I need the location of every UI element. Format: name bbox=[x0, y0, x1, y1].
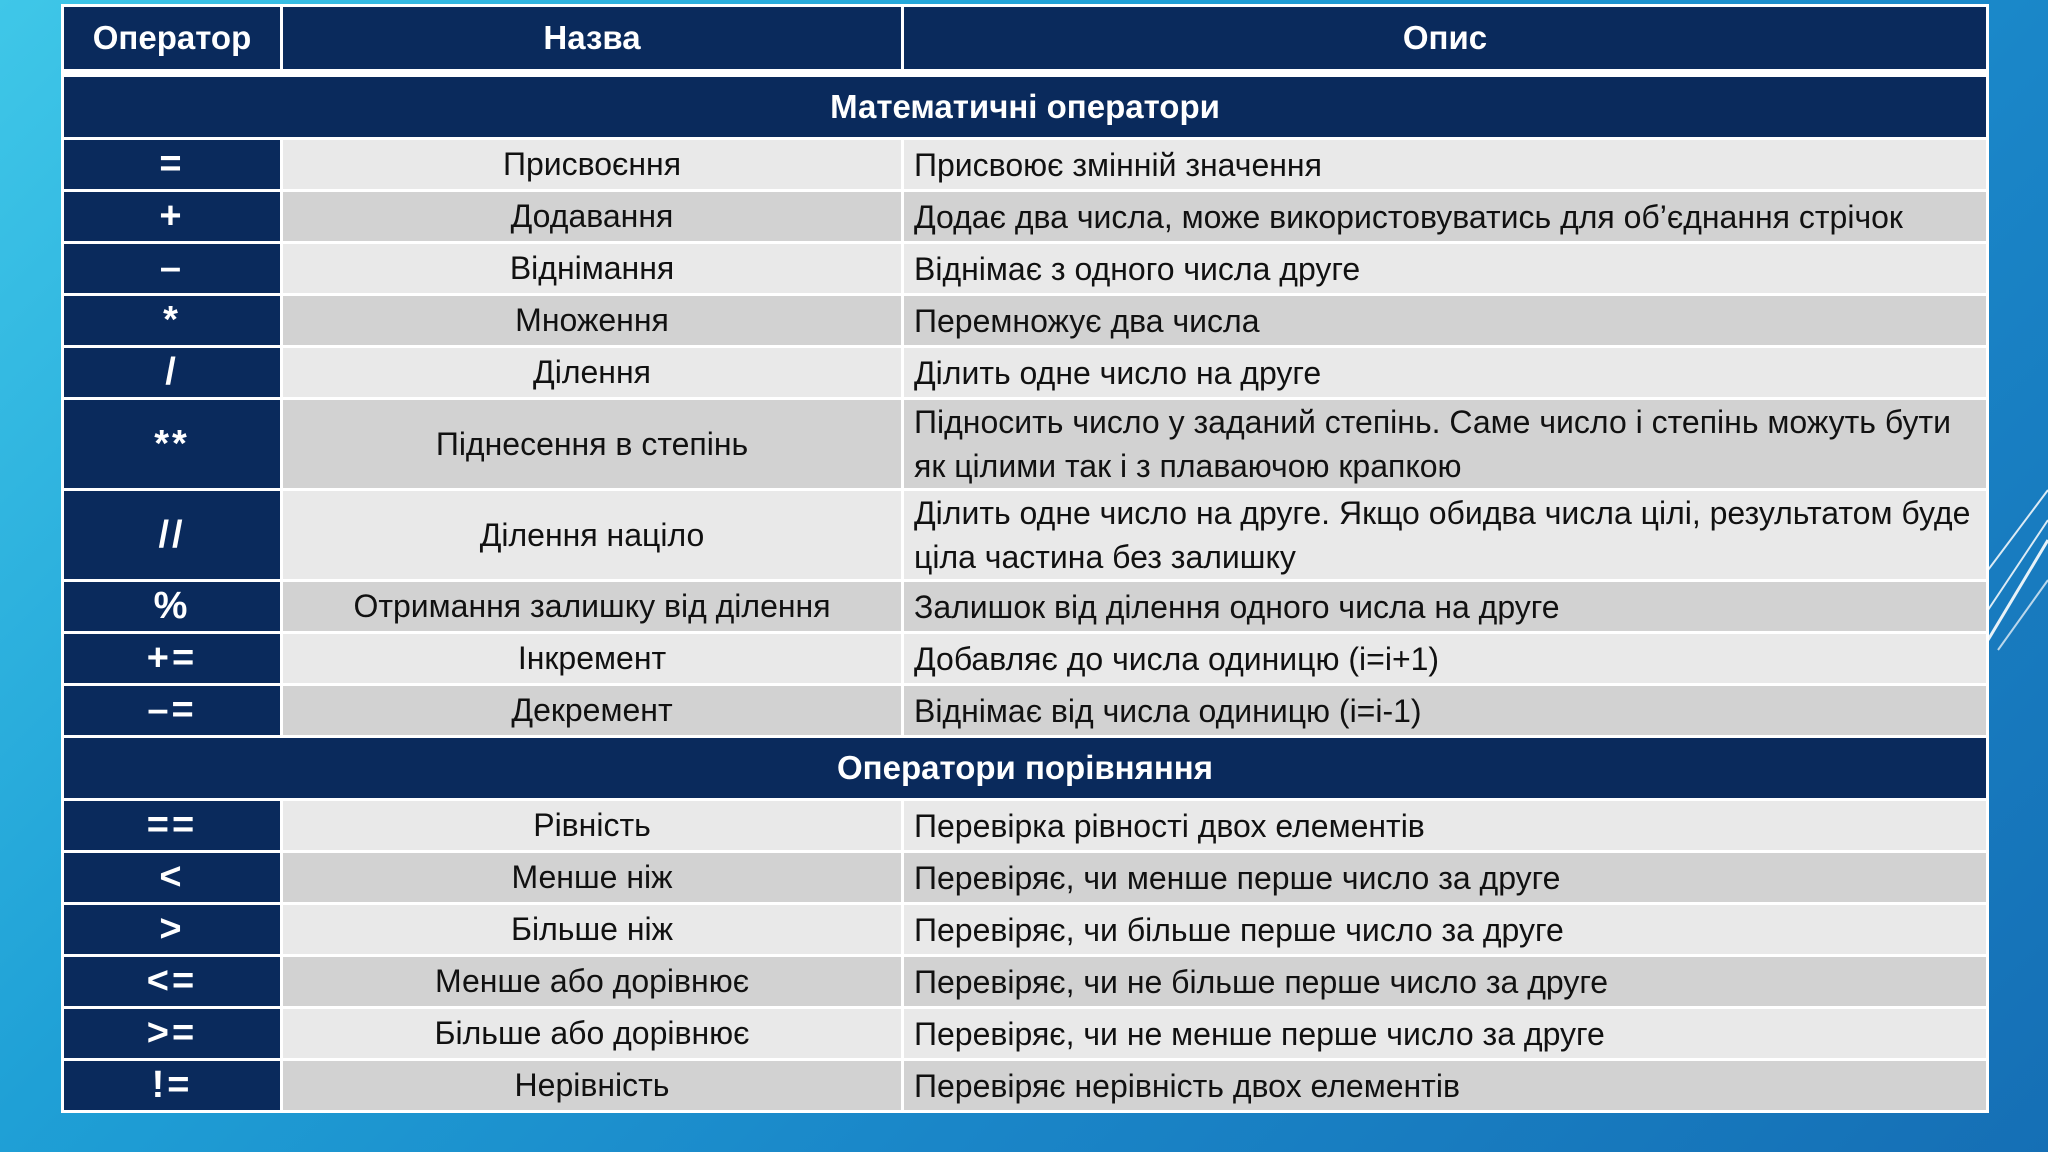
operator-cell: >= bbox=[63, 1008, 282, 1060]
section-title: Оператори порівняння bbox=[63, 737, 1988, 800]
section-row bbox=[63, 73, 1988, 139]
table-row bbox=[63, 633, 1988, 685]
name-cell: Отримання залишку від ділення bbox=[282, 581, 903, 633]
name-cell: Менше або дорівнює bbox=[282, 956, 903, 1008]
name-cell: Декремент bbox=[282, 685, 903, 737]
description-cell: Ділить одне число на друге bbox=[903, 347, 1988, 399]
operator-cell: <= bbox=[63, 956, 282, 1008]
description-cell: Перевірка рівності двох елементів bbox=[903, 800, 1988, 852]
operator-cell: += bbox=[63, 633, 282, 685]
table-body bbox=[63, 73, 1988, 1112]
header-description: Опис bbox=[903, 6, 1988, 74]
table-row bbox=[63, 852, 1988, 904]
description-cell: Віднімає від числа одиницю (i=i-1) bbox=[903, 685, 1988, 737]
description-cell: Перемножує два числа bbox=[903, 295, 1988, 347]
name-cell: Менше ніж bbox=[282, 852, 903, 904]
table-row bbox=[63, 904, 1988, 956]
name-cell: Ділення bbox=[282, 347, 903, 399]
description-cell: Залишок від ділення одного числа на друге bbox=[903, 581, 1988, 633]
table-row bbox=[63, 685, 1988, 737]
table-row bbox=[63, 139, 1988, 191]
name-cell: Присвоєння bbox=[282, 139, 903, 191]
description-cell: Перевіряє нерівність двох елементів bbox=[903, 1060, 1988, 1112]
operator-cell: > bbox=[63, 904, 282, 956]
table-header bbox=[63, 6, 1988, 74]
operator-cell: != bbox=[63, 1060, 282, 1112]
description-cell: Перевіряє, чи більше перше число за друге bbox=[903, 904, 1988, 956]
name-cell: Додавання bbox=[282, 191, 903, 243]
name-cell: Більше ніж bbox=[282, 904, 903, 956]
description-cell: Перевіряє, чи не більше перше число за друге bbox=[903, 956, 1988, 1008]
description-cell: Перевіряє, чи не менше перше число за друге bbox=[903, 1008, 1988, 1060]
operator-cell: –= bbox=[63, 685, 282, 737]
operator-cell: // bbox=[63, 490, 282, 581]
description-cell: Добавляє до числа одиницю (i=i+1) bbox=[903, 633, 1988, 685]
table-row bbox=[63, 956, 1988, 1008]
name-cell: Піднесення в степінь bbox=[282, 399, 903, 490]
operator-cell: % bbox=[63, 581, 282, 633]
name-cell: Віднімання bbox=[282, 243, 903, 295]
operators-table bbox=[61, 4, 1989, 1113]
operator-cell: – bbox=[63, 243, 282, 295]
name-cell: Нерівність bbox=[282, 1060, 903, 1112]
operator-cell: + bbox=[63, 191, 282, 243]
name-cell: Інкремент bbox=[282, 633, 903, 685]
description-cell: Віднімає з одного числа друге bbox=[903, 243, 1988, 295]
description-cell: Перевіряє, чи менше перше число за друге bbox=[903, 852, 1988, 904]
table-row bbox=[63, 347, 1988, 399]
operator-cell: / bbox=[63, 347, 282, 399]
header-name: Назва bbox=[282, 6, 903, 74]
operator-cell: ** bbox=[63, 399, 282, 490]
operator-cell: = bbox=[63, 139, 282, 191]
description-cell: Додає два числа, може використовуватись для об’єднання стрічок bbox=[903, 191, 1988, 243]
name-cell: Множення bbox=[282, 295, 903, 347]
table-row bbox=[63, 800, 1988, 852]
table-row bbox=[63, 191, 1988, 243]
name-cell: Рівність bbox=[282, 800, 903, 852]
name-cell: Ділення націло bbox=[282, 490, 903, 581]
section-row bbox=[63, 737, 1988, 800]
decorative-lines bbox=[1988, 470, 2048, 710]
name-cell: Більше або дорівнює bbox=[282, 1008, 903, 1060]
table-row bbox=[63, 243, 1988, 295]
table-row bbox=[63, 1008, 1988, 1060]
section-title: Математичні оператори bbox=[63, 73, 1988, 139]
table-row bbox=[63, 490, 1988, 581]
table-row bbox=[63, 399, 1988, 490]
description-cell: Присвоює змінній значення bbox=[903, 139, 1988, 191]
header-operator: Оператор bbox=[63, 6, 282, 74]
table-row bbox=[63, 295, 1988, 347]
operator-cell: * bbox=[63, 295, 282, 347]
description-cell: Підносить число у заданий степінь. Саме число і степінь можуть бути як цілими так і з плаваючою крапкою bbox=[903, 399, 1988, 490]
table-row bbox=[63, 581, 1988, 633]
description-cell: Ділить одне число на друге. Якщо обидва числа цілі, результатом буде ціла частина без залишку bbox=[903, 490, 1988, 581]
operator-cell: == bbox=[63, 800, 282, 852]
operator-cell: < bbox=[63, 852, 282, 904]
table-row bbox=[63, 1060, 1988, 1112]
